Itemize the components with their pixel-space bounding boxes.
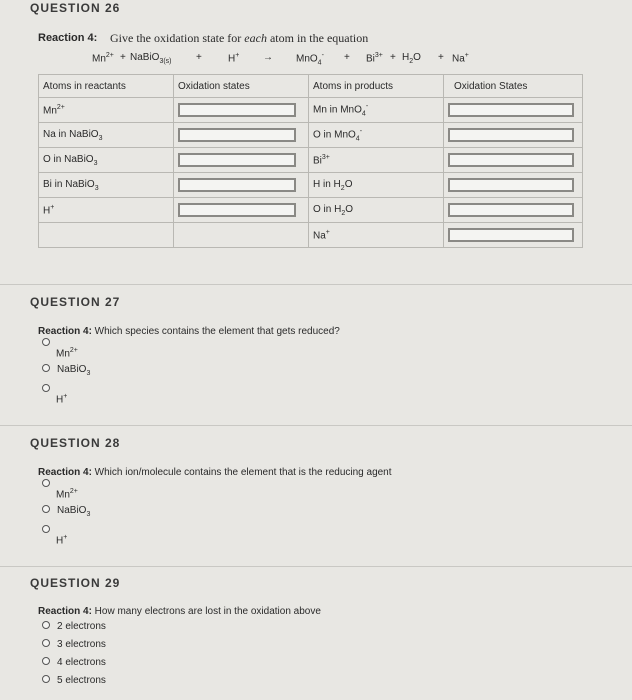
- reaction-label: Reaction 4:: [38, 32, 98, 44]
- product-cell: $Bi^{3+}$: [309, 148, 444, 173]
- q28-option-mn[interactable]: $Mn^{2+}$: [42, 479, 78, 500]
- eq-plus: +: [120, 52, 126, 63]
- product-oxidation-input[interactable]: [448, 178, 574, 192]
- product-oxidation-input[interactable]: [448, 203, 574, 217]
- product-cell: O in MnO$_4$-: [309, 123, 444, 148]
- question-26-title: QUESTION 26: [30, 1, 121, 15]
- reactant-cell: Na in NaBiO$_3$: [39, 123, 174, 148]
- question-28-title: QUESTION 28: [30, 436, 121, 450]
- q27-option-mn[interactable]: $Mn^{2+}$: [42, 338, 78, 359]
- product-oxidation-input[interactable]: [448, 128, 574, 142]
- q28-option-h[interactable]: H+: [42, 525, 67, 546]
- radio-icon[interactable]: [42, 621, 50, 629]
- header-atoms-reactants: Atoms in reactants: [39, 75, 174, 98]
- table-row: [39, 123, 583, 148]
- divider: [0, 566, 632, 567]
- divider: [0, 425, 632, 426]
- empty-cell: [174, 223, 309, 248]
- radio-icon[interactable]: [42, 505, 50, 513]
- header-oxidation-states: Oxidation states: [174, 75, 309, 98]
- eq-plus: +: [438, 52, 444, 63]
- eq-mno4: MnO$_4$-: [296, 52, 324, 67]
- radio-icon[interactable]: [42, 525, 50, 533]
- eq-na: Na+: [452, 52, 469, 65]
- q28-option-nabio3[interactable]: NaBiO$_3$: [42, 505, 90, 518]
- reactant-oxidation-input[interactable]: [178, 178, 296, 192]
- table-row: [39, 98, 583, 123]
- q29-option-4-electrons[interactable]: 4 electrons: [42, 657, 106, 668]
- reactant-cell: Bi in NaBiO$_3$: [39, 173, 174, 198]
- table-row: [39, 173, 583, 198]
- question-29-title: QUESTION 29: [30, 576, 121, 590]
- eq-plus: +: [390, 52, 396, 63]
- table-row: [39, 223, 583, 248]
- reactant-oxidation-input[interactable]: [178, 153, 296, 167]
- header-atoms-products: Atoms in products: [309, 75, 444, 98]
- oxidation-state-table: [38, 74, 583, 248]
- product-cell: Na+: [309, 223, 444, 248]
- eq-bi: $Bi^{3+}$: [366, 52, 383, 65]
- eq-h: H+: [228, 52, 240, 65]
- header-oxidation-states-products: Oxidation States: [444, 75, 583, 98]
- question-27-prompt: Reaction 4: Which species contains the element that gets reduced?: [38, 326, 340, 337]
- reactant-oxidation-input[interactable]: [178, 103, 296, 117]
- eq-nabio3: NaBiO$_{3(s)}$: [130, 52, 172, 65]
- eq-plus: +: [196, 52, 202, 63]
- radio-icon[interactable]: [42, 657, 50, 665]
- radio-icon[interactable]: [42, 338, 50, 346]
- reactant-cell: [39, 223, 174, 248]
- reactant-cell: O in NaBiO$_3$: [39, 148, 174, 173]
- radio-icon[interactable]: [42, 364, 50, 372]
- q27-option-h[interactable]: H+: [42, 384, 67, 405]
- eq-plus: +: [344, 52, 350, 63]
- q29-option-3-electrons[interactable]: 3 electrons: [42, 639, 106, 650]
- product-oxidation-input[interactable]: [448, 228, 574, 242]
- product-cell: Mn in MnO$_4$-: [309, 98, 444, 123]
- question-27-title: QUESTION 27: [30, 295, 121, 309]
- divider: [0, 284, 632, 285]
- table-row: [39, 198, 583, 223]
- eq-h2o: $H_2O$: [402, 52, 421, 65]
- question-29-prompt: Reaction 4: How many electrons are lost in the oxidation above: [38, 606, 321, 617]
- radio-icon[interactable]: [42, 639, 50, 647]
- q27-option-nabio3[interactable]: NaBiO$_3$: [42, 364, 90, 377]
- question-28-prompt: Reaction 4: Which ion/molecule contains the element that is the reducing agent: [38, 467, 392, 478]
- table-header-row: [39, 75, 583, 98]
- radio-icon[interactable]: [42, 384, 50, 392]
- q29-option-2-electrons[interactable]: 2 electrons: [42, 621, 106, 632]
- eq-mn: $Mn^{2+}$: [92, 52, 114, 65]
- q29-option-5-electrons[interactable]: 5 electrons: [42, 675, 106, 686]
- radio-icon[interactable]: [42, 675, 50, 683]
- product-oxidation-input[interactable]: [448, 103, 574, 117]
- reactant-oxidation-input[interactable]: [178, 203, 296, 217]
- reactant-cell: $Mn^{2+}$: [39, 98, 174, 123]
- table-row: [39, 148, 583, 173]
- product-cell: H in $H_2O$: [309, 173, 444, 198]
- product-cell: O in $H_2O$: [309, 198, 444, 223]
- reactant-cell: H+: [39, 198, 174, 223]
- eq-arrow: →: [263, 52, 273, 63]
- radio-icon[interactable]: [42, 479, 50, 487]
- product-oxidation-input[interactable]: [448, 153, 574, 167]
- reaction-instruction: Give the oxidation state for each atom in the equation: [110, 31, 369, 45]
- reactant-oxidation-input[interactable]: [178, 128, 296, 142]
